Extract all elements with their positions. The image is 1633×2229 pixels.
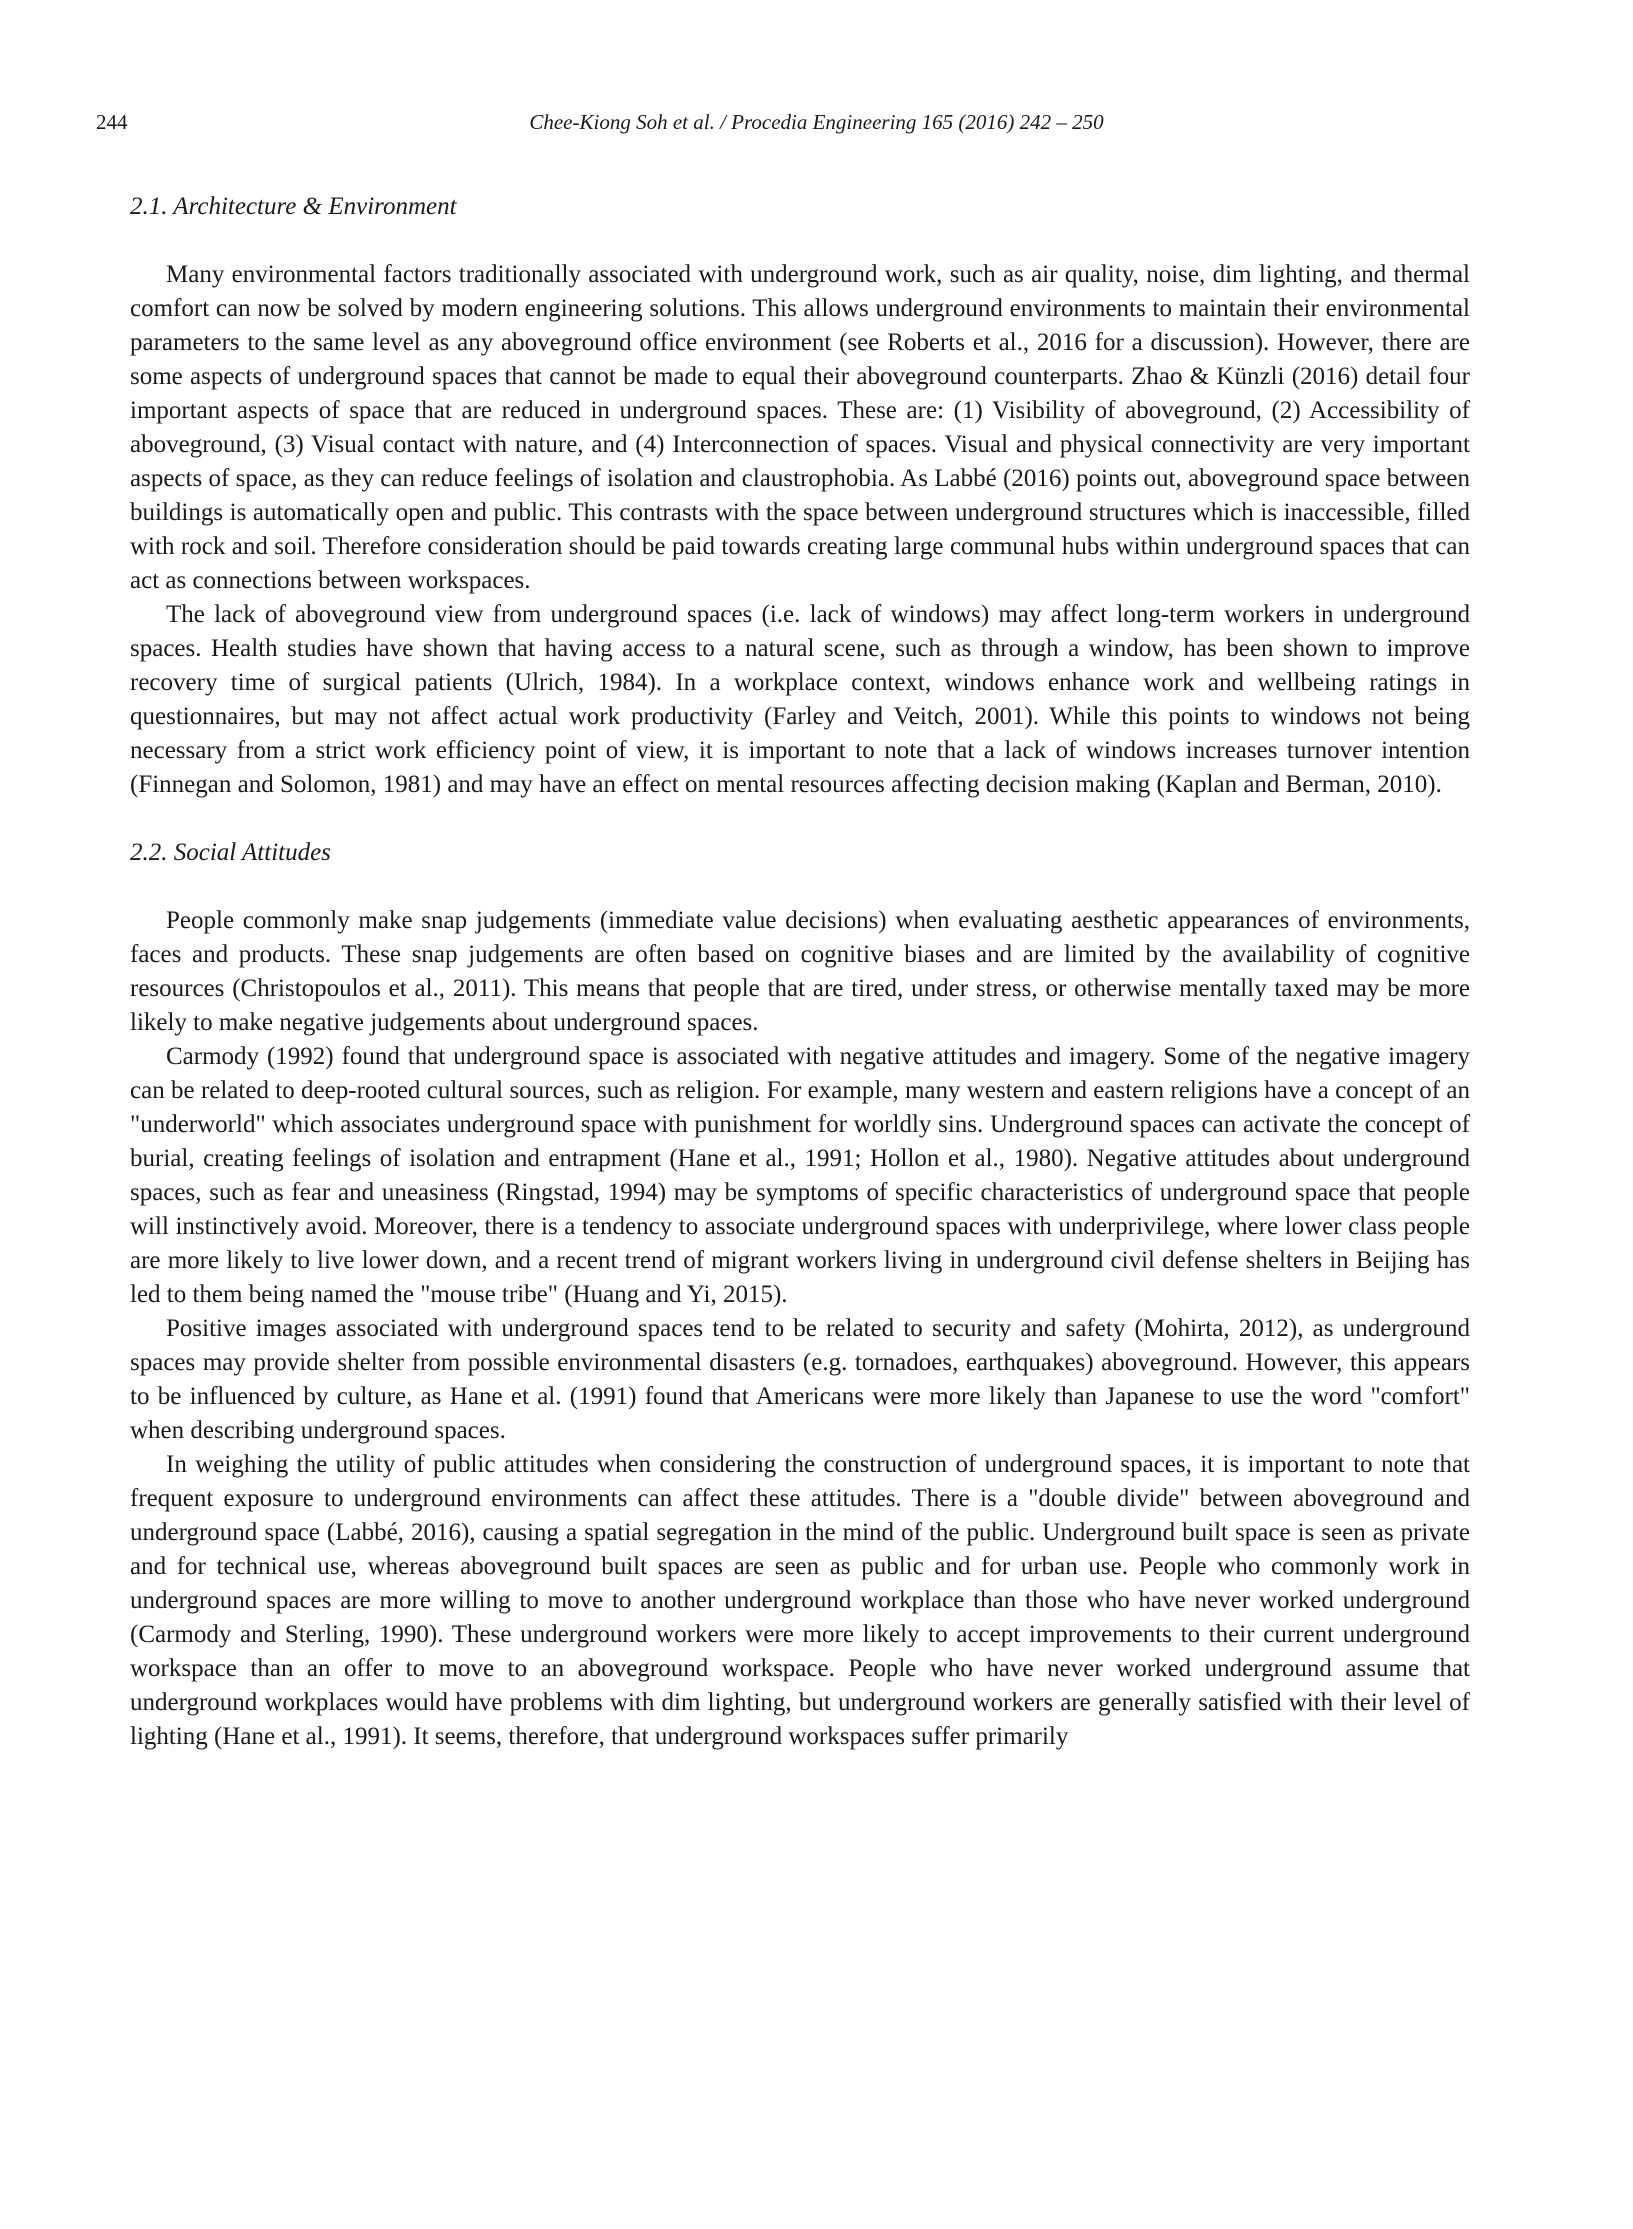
paragraph: Many environmental factors traditionally associated with underground work, such as air quality, noise, dim lighting, and thermal comfort can now be solved by modern engineering solutions. This allows underground environments to maintain their environmental parameters to the same level as any aboveground office environment (see Roberts et al., 2016 for a discussion). However, there are some aspects of underground spaces that cannot be made to equal their aboveground counterparts. Zhao & Künzli (2016) detail four important aspects of space that are reduced in underground spaces. These are: (1) Visibility of aboveground, (2) Accessibility of aboveground, (3) Visual contact with nature, and (4) Interconnection of spaces. Visual and physical connectivity are very important aspects of space, as they can reduce feelings of isolation and claustrophobia. As Labbé (2016) points out, aboveground space between buildings is automatically open and public. This contrasts with the space between underground structures which is inaccessible, filled with rock and soil. Therefore consideration should be paid towards creating large communal hubs within underground spaces that can act as connections between workspaces. [130, 261, 1470, 594]
section-divider-space [130, 802, 1470, 836]
running-header: Chee-Kiong Soh et al. / Procedia Engineering 165 (2016) 242 – 250 [529, 110, 1104, 134]
paragraph: The lack of aboveground view from underground spaces (i.e. lack of windows) may affect long-term workers in underground spaces. Health studies have shown that having access to a natural scene, such as through a window, has been shown to improve recovery time of surgical patients (Ulrich, 1984). In a workplace context, windows enhance work and wellbeing ratings in questionnaires, but may not affect actual work productivity (Farley and Veitch, 2001). While this points to windows not being necessary from a strict work efficiency point of view, it is important to note that a lack of windows increases turnover intention (Finnegan and Solomon, 1981) and may have an effect on mental resources affecting decision making (Kaplan and Berman, 2010). [130, 601, 1470, 798]
section-architecture-environment [130, 190, 1470, 802]
paragraph: In weighing the utility of public attitudes when considering the construction of underground spaces, it is important to note that frequent exposure to underground environments can affect these attitudes. There is a "double divide" between aboveground and underground space (Labbé, 2016), causing a spatial segregation in the mind of the public. Underground built space is seen as private and for technical use, whereas aboveground built spaces are seen as public and for urban use. People who commonly work in underground spaces are more willing to move to another underground workplace than those who have never worked underground (Carmody and Sterling, 1990). These underground workers were more likely to accept improvements to their current underground workspace than an offer to move to an aboveground workspace. People who have never worked underground assume that underground workplaces would have problems with dim lighting, but underground workers are generally satisfied with their level of lighting (Hane et al., 1991). It seems, therefore, that underground workspaces suffer primarily [130, 1451, 1470, 1750]
article-body [130, 190, 1470, 1754]
section-social-attitudes [130, 836, 1470, 1754]
page-number: 244 [96, 110, 128, 134]
paragraph: Carmody (1992) found that underground space is associated with negative attitudes and imagery. Some of the negative imagery can be related to deep-rooted cultural sources, such as religion. For example, many western and eastern religions have a concept of an "underworld" which associates underground space with punishment for worldly sins. Underground spaces can activate the concept of burial, creating feelings of isolation and entrapment (Hane et al., 1991; Hollon et al., 1980). Negative attitudes about underground spaces, such as fear and uneasiness (Ringstad, 1994) may be symptoms of specific characteristics of underground space that people will instinctively avoid. Moreover, there is a tendency to associate underground spaces with underprivilege, where lower class people are more likely to live lower down, and a recent trend of migrant workers living in underground civil defense shelters in Beijing has led to them being named the "mouse tribe" (Huang and Yi, 2015). [130, 1043, 1470, 1308]
paragraph: People commonly make snap judgements (immediate value decisions) when evaluating aesthetic appearances of environments, faces and products. These snap judgements are often based on cognitive biases and are limited by the availability of cognitive resources (Christopoulos et al., 2011). This means that people that are tired, under stress, or otherwise mentally taxed may be more likely to make negative judgements about underground spaces. [130, 907, 1470, 1036]
paragraph: Positive images associated with underground spaces tend to be related to security and safety (Mohirta, 2012), as underground spaces may provide shelter from possible environmental disasters (e.g. tornadoes, earthquakes) aboveground. However, this appears to be influenced by culture, as Hane et al. (1991) found that Americans were more likely than Japanese to use the word "comfort" when describing underground spaces. [130, 1315, 1470, 1444]
section-heading: 2.2. Social Attitudes [130, 839, 331, 866]
section-heading: 2.1. Architecture & Environment [130, 193, 457, 220]
